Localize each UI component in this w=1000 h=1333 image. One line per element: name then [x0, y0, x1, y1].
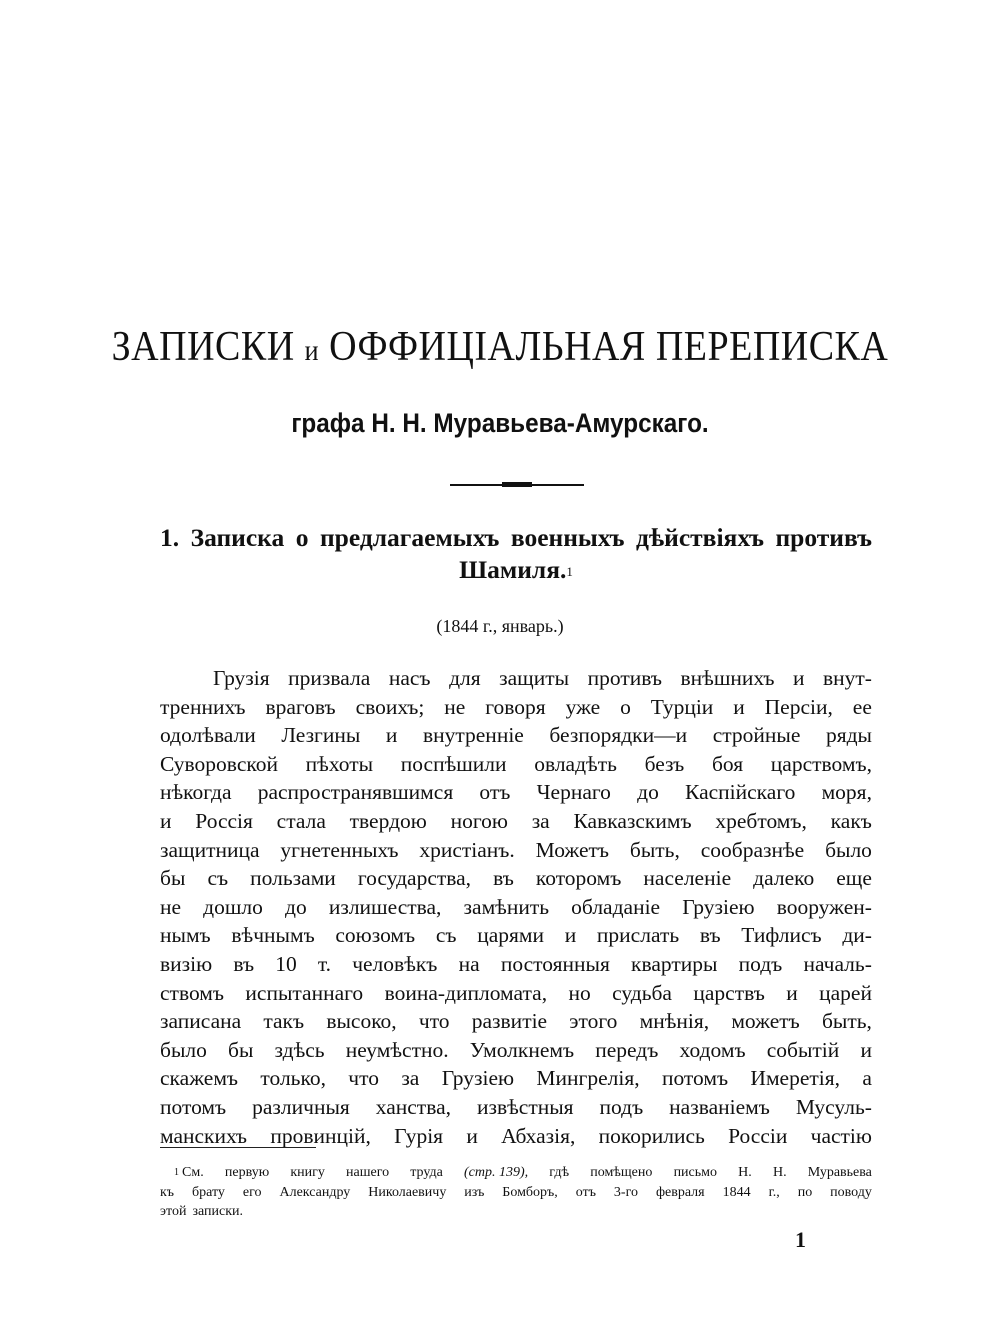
body-word: обладаніе	[571, 894, 661, 919]
body-word: на	[458, 951, 480, 976]
body-word: записана	[160, 1009, 242, 1034]
body-word: судьба	[612, 980, 672, 1005]
body-word: въ	[493, 866, 514, 891]
body-word: и	[564, 923, 577, 948]
main-title	[0, 322, 1000, 371]
body-word: т.	[317, 951, 332, 976]
footnote-word: брату	[192, 1184, 225, 1200]
footnote-word: февраля	[655, 1184, 705, 1200]
body-word: ее	[852, 694, 872, 719]
body-word: одолѣвали	[160, 723, 256, 748]
body-word: населеніе	[643, 866, 732, 891]
body-word: Абхазія,	[501, 1123, 576, 1148]
body-word: различныя	[252, 1094, 350, 1119]
body-line	[160, 750, 872, 779]
footnote	[160, 1163, 872, 1222]
footnote-word: (стр. 139),	[463, 1165, 529, 1180]
body-word: Грузіею	[441, 1066, 515, 1091]
body-word: Турціи	[650, 694, 714, 719]
body-word: внутренніе	[422, 723, 524, 748]
body-word: еще	[836, 866, 872, 891]
body-word: ногою	[450, 808, 508, 833]
body-word: и	[786, 980, 798, 1005]
body-word: стройные	[712, 723, 801, 748]
footnote-word: Н.	[738, 1165, 752, 1180]
main-title-conjunction: и	[304, 334, 320, 367]
body-word: въ	[233, 951, 255, 976]
ornament-divider-center	[502, 482, 532, 487]
body-word: началь-	[803, 951, 872, 976]
body-line	[160, 1007, 872, 1036]
body-text	[160, 664, 872, 1150]
body-word: уже	[565, 694, 601, 719]
body-word: воина-дипломата,	[384, 980, 548, 1005]
body-word: ходомъ	[679, 1037, 746, 1062]
body-word: и	[733, 694, 745, 719]
body-word: Можетъ	[535, 837, 610, 862]
body-word: но	[568, 980, 591, 1005]
footnote-word: этой	[160, 1204, 187, 1219]
body-word: прислать	[596, 923, 680, 948]
date-line: (1844 г., январь.)	[436, 616, 564, 636]
body-word: Суворовской	[160, 751, 278, 776]
body-word: насъ	[388, 666, 431, 690]
subtitle: графа Н. Н. Муравьева-Амурскаго.	[291, 408, 709, 438]
body-word: Персіи,	[764, 694, 833, 719]
body-word: твердою	[349, 808, 427, 833]
footnote-word: изъ	[464, 1184, 485, 1200]
body-word: которомъ	[535, 866, 622, 891]
footnote-word: первую	[224, 1165, 270, 1180]
body-word: вѣчнымъ	[231, 923, 315, 948]
body-word: царей	[819, 980, 872, 1005]
body-word: моря,	[821, 780, 872, 805]
body-word: подъ	[599, 1094, 644, 1119]
body-word: Мусуль-	[795, 1094, 872, 1119]
body-word: о	[620, 694, 631, 719]
body-word: ди-	[842, 923, 872, 948]
body-word: Грузія	[213, 666, 270, 690]
body-word: и	[385, 723, 398, 748]
body-word: ханства,	[375, 1094, 451, 1119]
body-word: царями	[477, 923, 545, 948]
body-word: съ	[435, 923, 457, 948]
body-word: царствомъ,	[770, 751, 872, 776]
body-word: и	[160, 808, 172, 833]
body-word: мнѣнія,	[639, 1009, 710, 1034]
body-word: Чернаго	[536, 780, 611, 805]
body-word: до	[637, 780, 659, 805]
body-word: подъ	[738, 951, 783, 976]
body-word: союзомъ	[335, 923, 416, 948]
footnote-word: Муравьева	[807, 1165, 872, 1180]
footnote-word: 1844	[722, 1184, 751, 1200]
body-word: быть,	[821, 1009, 872, 1034]
body-line	[160, 693, 872, 722]
body-word: потомъ	[160, 1094, 227, 1119]
body-word: безъ	[644, 751, 685, 776]
body-word: замѣнить	[463, 894, 550, 919]
body-word: сообразнѣе	[700, 837, 805, 862]
body-word: распространявшимся	[257, 780, 454, 805]
section-heading-line2-text: Шамиля.	[459, 555, 567, 584]
body-word: внут-	[822, 666, 872, 690]
footnote-word: Николаевичу	[368, 1184, 447, 1200]
body-word: что	[348, 1066, 379, 1091]
body-word: Лезгины	[281, 723, 361, 748]
body-word: 10	[275, 951, 297, 976]
body-word: можетъ	[731, 1009, 800, 1034]
body-word: высоко,	[326, 1009, 397, 1034]
footnote-word: къ	[160, 1184, 175, 1200]
body-word: Умолкнемъ	[469, 1037, 575, 1062]
body-word: развитіе	[471, 1009, 548, 1034]
body-line	[160, 1036, 872, 1065]
footnote-rule	[160, 1147, 316, 1148]
body-word: царствъ	[693, 980, 765, 1005]
footnote-word: $^1$ См.	[174, 1165, 204, 1180]
heading-word: Записка	[190, 523, 285, 552]
footnote-word: книгу	[290, 1165, 325, 1180]
body-word: было	[160, 1037, 207, 1062]
body-word: только,	[260, 1066, 326, 1091]
body-line	[160, 836, 872, 865]
body-word: быть,	[629, 837, 680, 862]
body-word: неумѣстно.	[345, 1037, 449, 1062]
body-word: визію	[160, 951, 213, 976]
body-word: манскихъ	[160, 1123, 248, 1148]
body-word: человѣкъ	[352, 951, 438, 976]
main-title-part1: ЗАПИСКИ	[111, 323, 295, 371]
body-word: частію	[810, 1123, 872, 1148]
page-number: 1	[795, 1227, 806, 1252]
body-word: противъ	[587, 666, 662, 690]
body-word: для	[449, 666, 481, 690]
body-word: стала	[276, 808, 326, 833]
body-word: Тифлисъ	[741, 923, 822, 948]
body-word: нѣкогда	[160, 780, 232, 805]
body-word: покорились	[598, 1123, 705, 1148]
body-word: бы	[228, 1037, 254, 1062]
footnote-word: труда	[410, 1165, 443, 1180]
body-word: излишества,	[328, 894, 442, 919]
body-word: не	[160, 894, 182, 919]
body-word: Кавказскимъ	[573, 808, 692, 833]
body-word: такъ	[263, 1009, 305, 1034]
body-word: квартиры	[631, 951, 718, 976]
body-word: и	[860, 1037, 872, 1062]
body-word: за	[401, 1066, 420, 1091]
body-word: своихъ;	[355, 694, 425, 719]
body-word: что	[418, 1009, 450, 1034]
body-word: защиты	[499, 666, 570, 690]
body-word: Имеретія,	[750, 1066, 841, 1091]
body-word: потомъ	[661, 1066, 729, 1091]
body-word: было	[825, 837, 872, 862]
heading-word: предлагаемыхъ	[319, 523, 500, 552]
body-line	[160, 921, 872, 950]
body-word: Гурія	[394, 1123, 444, 1148]
section-heading-line2	[160, 554, 872, 586]
body-word: и	[792, 666, 805, 690]
body-word: боя	[711, 751, 744, 776]
body-word: государства,	[357, 866, 472, 891]
footnote-word: Н.	[772, 1165, 787, 1180]
body-word: вооружен-	[776, 894, 872, 919]
footnote-line	[160, 1202, 872, 1222]
body-word: дошло	[203, 894, 263, 919]
body-word: Мингрелія,	[536, 1066, 640, 1091]
body-word: съ	[207, 866, 229, 891]
body-line	[160, 1122, 872, 1151]
body-word: Россіи	[728, 1123, 788, 1148]
body-word: событій	[766, 1037, 840, 1062]
body-line	[160, 893, 872, 922]
heading-word: о	[295, 523, 309, 552]
body-word: хребтомъ,	[715, 808, 807, 833]
heading-word: 1.	[160, 523, 180, 552]
heading-word: военныхъ	[510, 523, 625, 552]
footnote-mark: 1	[174, 1167, 179, 1178]
body-word: а	[862, 1066, 872, 1091]
body-word: какъ	[830, 808, 872, 833]
body-word: здѣсь	[274, 1037, 325, 1062]
body-word: поспѣшили	[400, 751, 507, 776]
footnote-word: Александру	[279, 1184, 351, 1200]
body-line	[160, 1093, 872, 1122]
main-title-part2: ОФФИЦІАЛЬНАЯ ПЕРЕПИСКА	[329, 323, 889, 371]
heading-word: дѣйствіяхъ	[635, 523, 764, 552]
footnote-word: отъ	[575, 1184, 596, 1200]
footnote-word: записки.	[192, 1204, 243, 1219]
body-word: этого	[569, 1009, 618, 1034]
body-word: передъ	[595, 1037, 659, 1062]
body-word: до	[285, 894, 307, 919]
footnote-word: его	[242, 1184, 262, 1200]
body-word: названіемъ	[669, 1094, 770, 1119]
body-line	[160, 864, 872, 893]
body-line	[160, 664, 872, 693]
body-word: отъ	[479, 780, 511, 805]
body-word: защитница	[160, 837, 260, 862]
body-word: ствомъ	[160, 980, 225, 1005]
footnote-line	[160, 1183, 872, 1203]
heading-word: противъ	[775, 523, 872, 552]
body-word: скажемъ	[160, 1066, 239, 1091]
body-word: извѣстныя	[476, 1094, 574, 1119]
body-word: Каспійскаго	[685, 780, 796, 805]
section-heading-line1	[160, 522, 872, 554]
footnote-line	[160, 1163, 872, 1183]
body-word: бы	[160, 866, 186, 891]
body-word: угнетенныхъ	[280, 837, 399, 862]
body-line	[160, 950, 872, 979]
body-word: за	[531, 808, 550, 833]
section-heading	[160, 522, 872, 586]
footnote-word: гдѣ	[549, 1165, 570, 1180]
body-line	[160, 979, 872, 1008]
body-line	[160, 807, 872, 836]
body-word: говоря	[485, 694, 546, 719]
footnote-word: письмо	[673, 1165, 718, 1180]
footnote-reference: 1	[566, 564, 573, 579]
footnote-word: по	[797, 1184, 813, 1200]
body-word: враговъ	[265, 694, 336, 719]
body-word: овладѣть	[534, 751, 617, 776]
footnote-word: Бомборъ,	[502, 1184, 558, 1200]
body-word: въ	[699, 923, 721, 948]
body-word: далеко	[753, 866, 815, 891]
footnote-word: 3-го	[613, 1184, 638, 1200]
footnote-word: поводу	[830, 1184, 872, 1200]
body-word: Грузіею	[682, 894, 755, 919]
footnote-word: нашего	[346, 1165, 390, 1180]
body-word: Россія	[195, 808, 253, 833]
body-line	[160, 1064, 872, 1093]
footnote-word: помѣщено	[590, 1165, 653, 1180]
body-word: безпорядки—и	[549, 723, 688, 748]
body-line	[160, 778, 872, 807]
body-word: внѣшнихъ	[680, 666, 775, 690]
body-word: треннихъ	[160, 694, 246, 719]
body-word: ряды	[825, 723, 872, 748]
body-word: пѣхоты	[305, 751, 374, 776]
body-word: христіанъ.	[419, 837, 515, 862]
body-word: и	[466, 1123, 478, 1148]
footnote-word: г.,	[768, 1184, 780, 1200]
body-line	[160, 721, 872, 750]
body-word: не	[444, 694, 466, 719]
body-word: призвала	[288, 666, 371, 690]
body-word: испытаннаго	[245, 980, 364, 1005]
body-word: постоянныя	[500, 951, 610, 976]
body-word: нымъ	[160, 923, 211, 948]
body-word: провинцій,	[270, 1123, 371, 1148]
body-word: пользами	[250, 866, 336, 891]
